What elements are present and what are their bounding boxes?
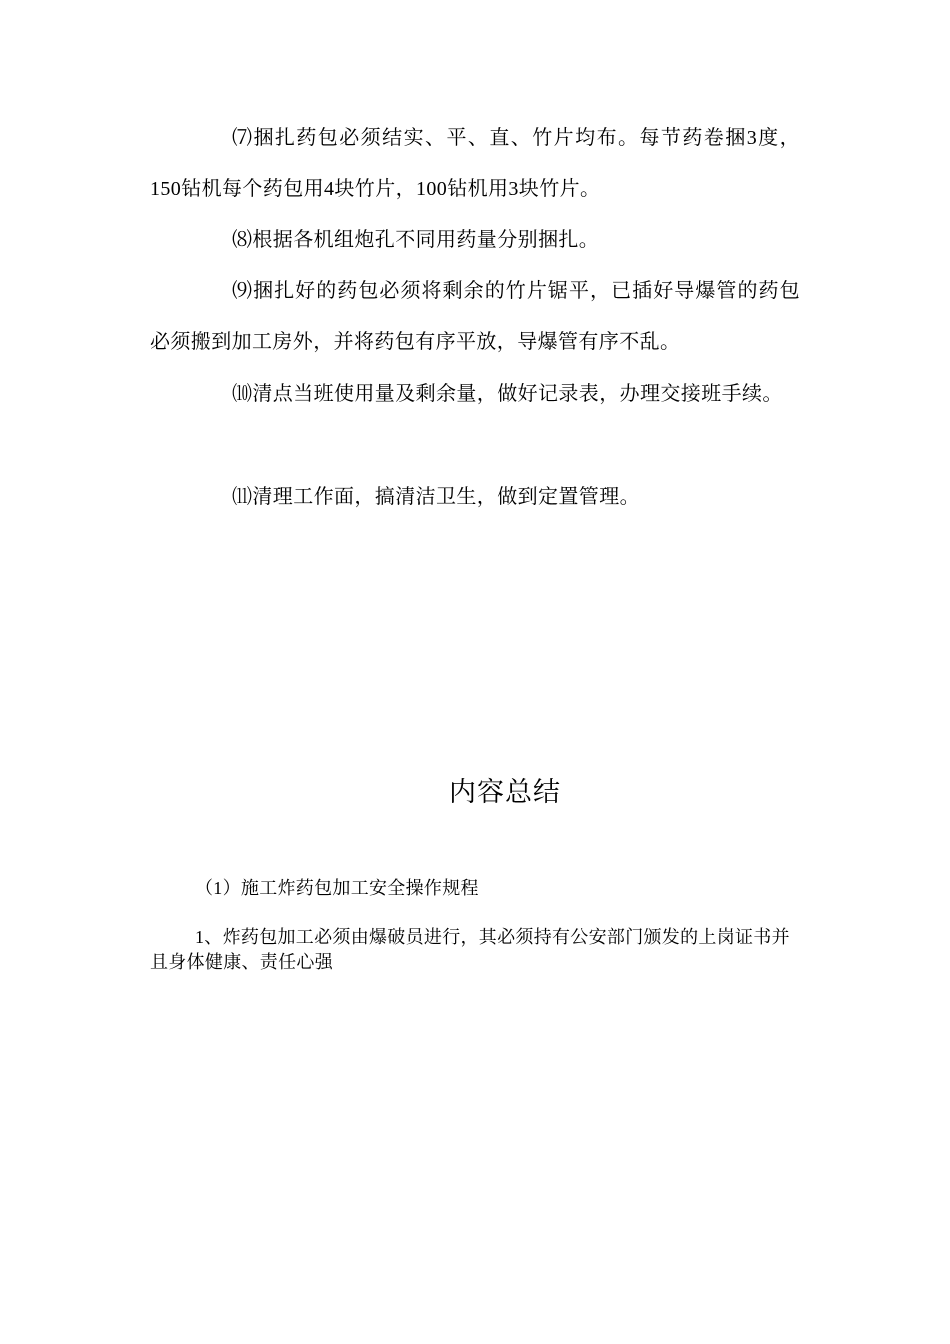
summary-title: 内容总结 [449,777,561,808]
paragraph-item-8: ⑻根据各机组炮孔不同用药量分别捆扎。 [232,229,600,251]
paragraph-item-9: ⑼捆扎好的药包必须将剩余的竹片锯平，已插好导爆管的药包必须搬到加工房外，并将药包有序平放，导爆管有序不乱。 [150,280,800,353]
paragraph-item-11: ⑾清理工作面，搞清洁卫生，做到定置管理。 [232,486,640,508]
paragraph-item-7: ⑺捆扎药包必须结实、平、直、竹片均布。每节药卷捆3度，150钻机每个药包用4块竹片，100钻机用3块竹片。 [150,127,800,200]
summary-subheading: （1）施工炸药包加工安全操作规程 [195,878,479,898]
summary-paragraph: 1、炸药包加工必须由爆破员进行，其必须持有公安部门颁发的上岗证书并且身体健康、责任心强 [150,927,790,972]
paragraph-item-10: ⑽清点当班使用量及剩余量，做好记录表，办理交接班手续。 [232,383,783,405]
